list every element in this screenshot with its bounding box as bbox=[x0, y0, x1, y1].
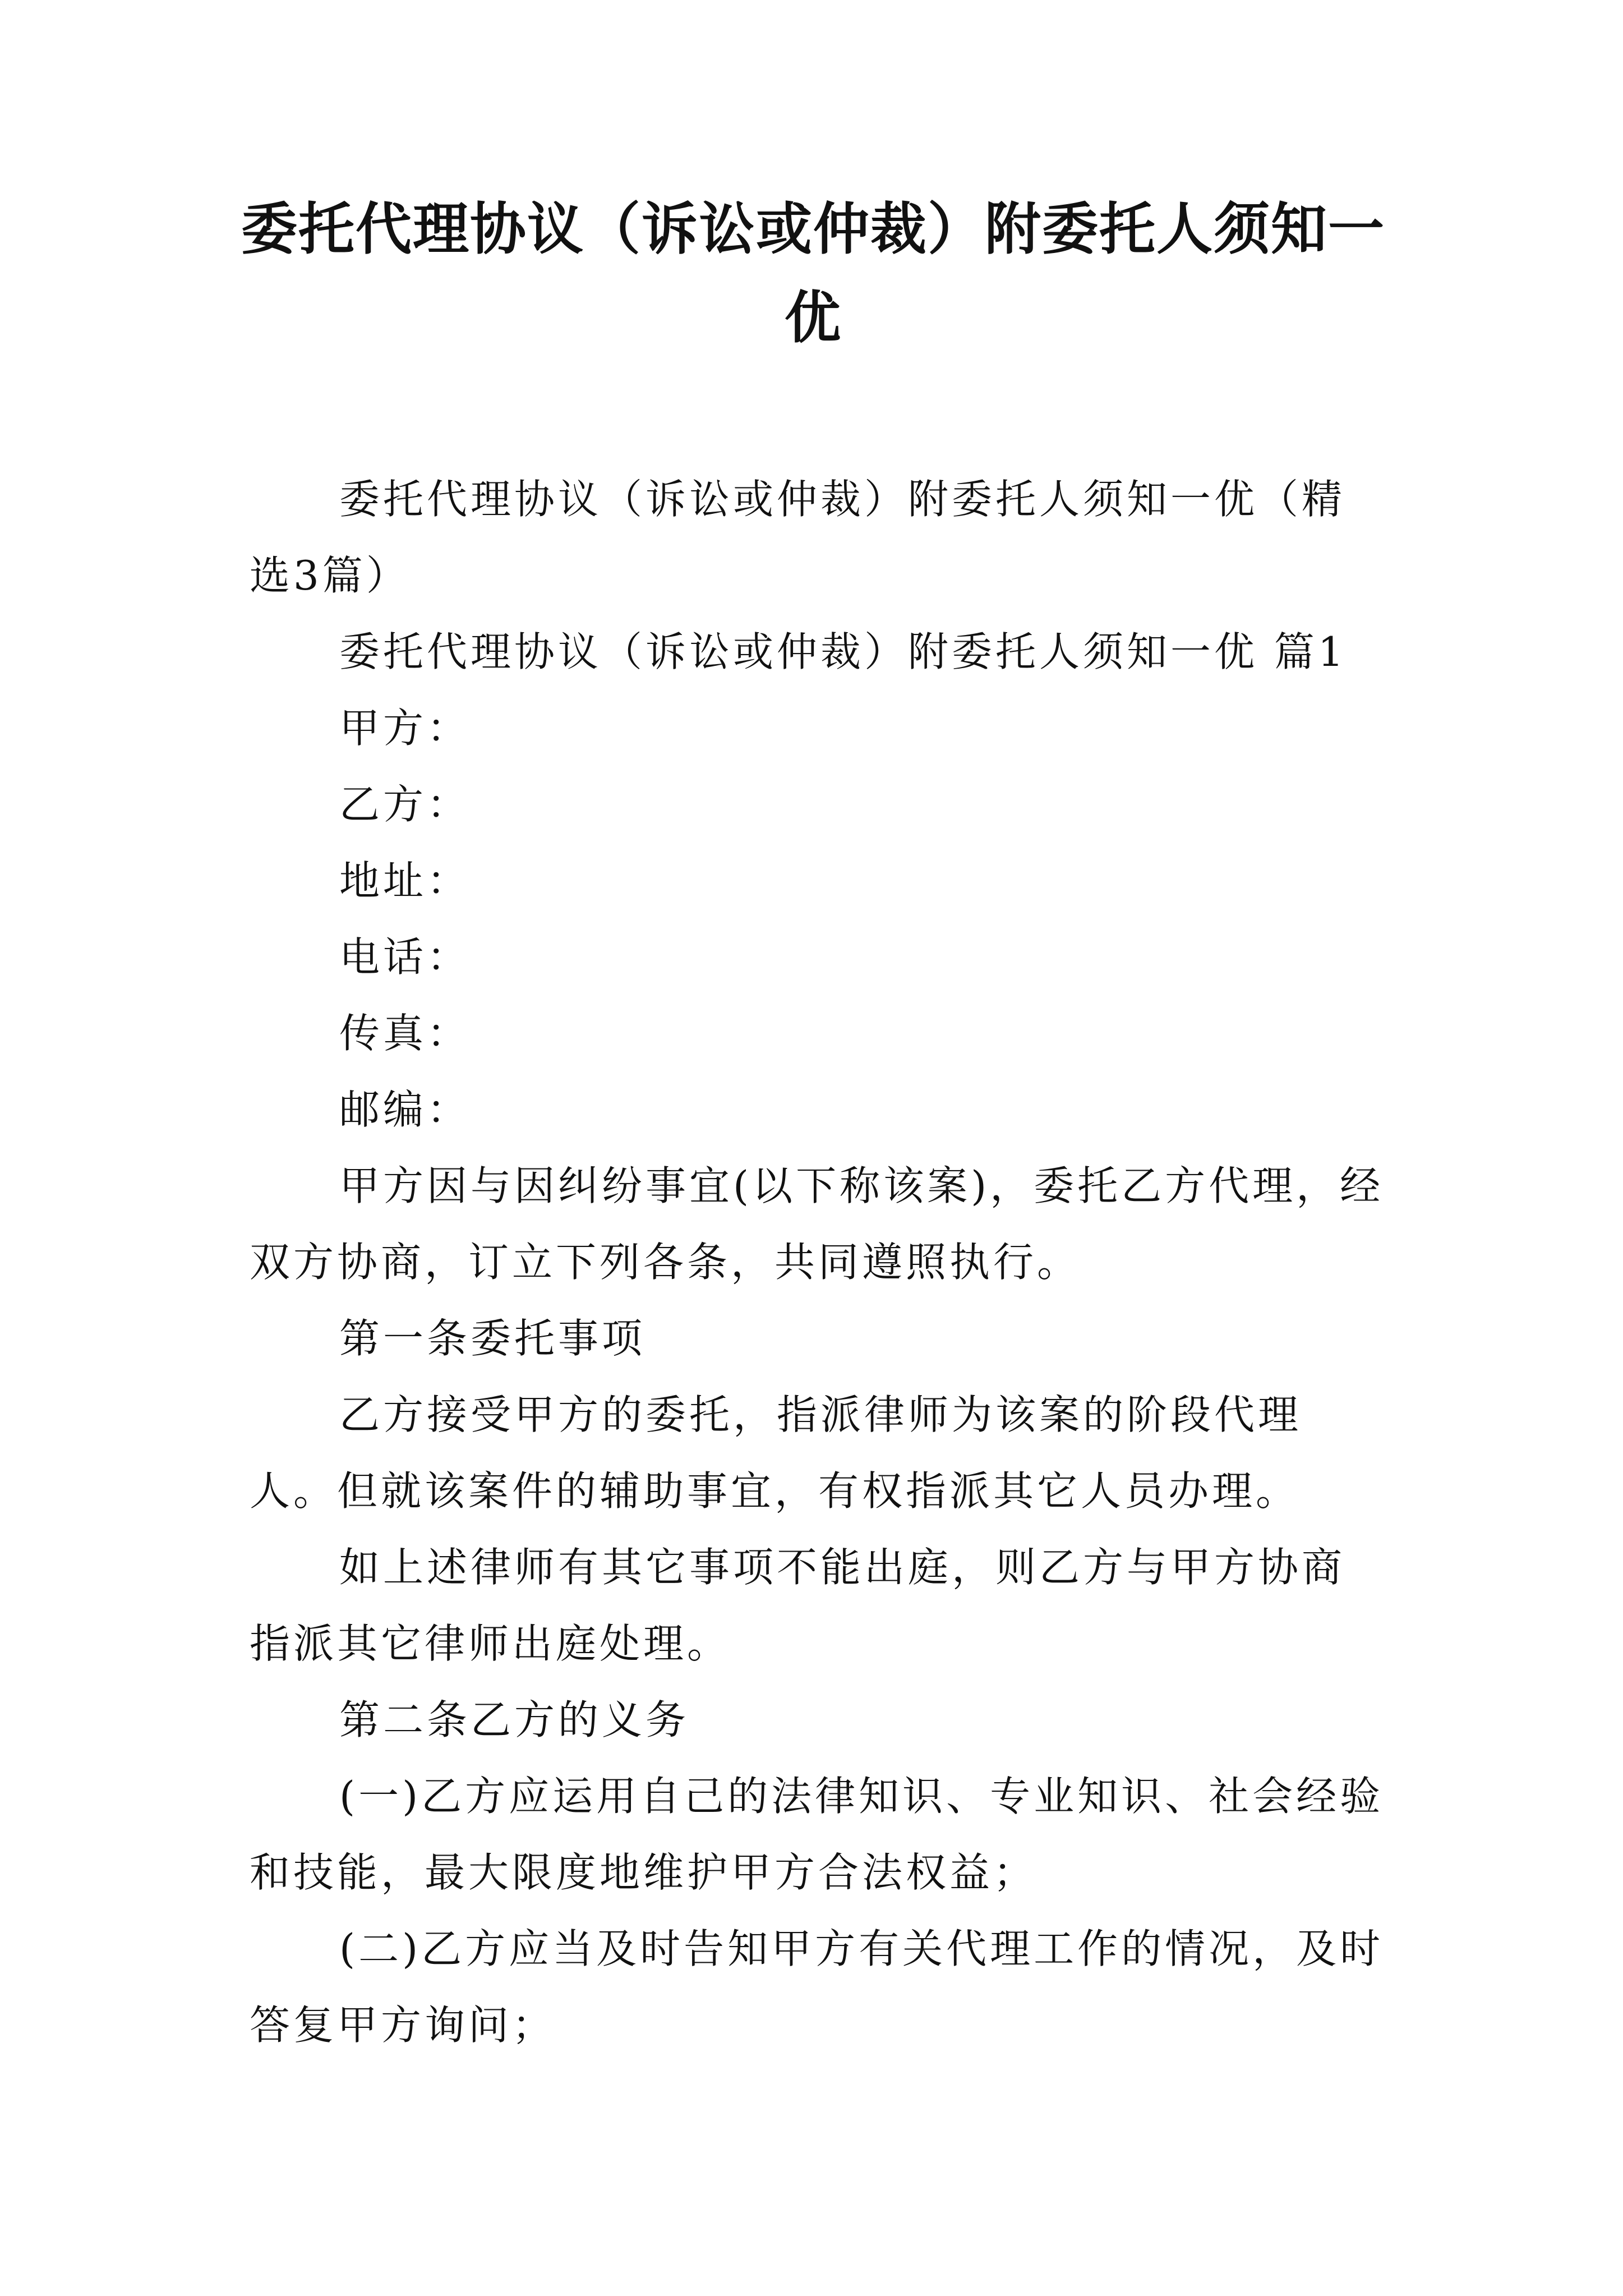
paragraph-fax: 传真： bbox=[339, 1010, 471, 1057]
paragraph-section-heading: 委托代理协议（诉讼或仲裁）附委托人须知一优 篇1 bbox=[339, 628, 1347, 675]
paragraph-article-2-item-2: (二)乙方应当及时告知甲方有关代理工作的情况，及时答复甲方询问； bbox=[250, 1925, 1384, 2049]
paragraph-article-2-item-1: (一)乙方应运用自己的法律知识、专业知识、社会经验和技能，最大限度地维护甲方合法权益； bbox=[250, 1773, 1384, 1896]
document-body bbox=[250, 461, 1388, 2063]
paragraph-party-b: 乙方： bbox=[339, 781, 471, 828]
document-title: 委托代理协议（诉讼或仲裁）附委托人须知一优 bbox=[241, 196, 1385, 351]
paragraph-article-1-body-1: 乙方接受甲方的委托，指派律师为该案的阶段代理人。但就该案件的辅助事宜，有权指派其它人员办理。 bbox=[250, 1391, 1302, 1515]
paragraph-postcode: 邮编： bbox=[339, 1086, 471, 1133]
paragraph-article-1-heading: 第一条委托事项 bbox=[339, 1315, 646, 1362]
paragraph-party-a: 甲方： bbox=[339, 705, 471, 752]
paragraph-address: 地址： bbox=[339, 857, 471, 904]
paragraph-article-1-body-2: 如上述律师有其它事项不能出庭，则乙方与甲方协商指派其它律师出庭处理。 bbox=[250, 1544, 1346, 1667]
paragraph-article-2-heading: 第二条乙方的义务 bbox=[339, 1696, 690, 1743]
paragraph-case-description: 甲方因与因纠纷事宜(以下称该案)，委托乙方代理，经双方协商，订立下列各条，共同遵照执行。 bbox=[250, 1162, 1384, 1286]
paragraph-phone: 电话： bbox=[339, 933, 471, 981]
paragraph-intro: 委托代理协议（诉讼或仲裁）附委托人须知一优（精选3篇） bbox=[250, 476, 1346, 599]
